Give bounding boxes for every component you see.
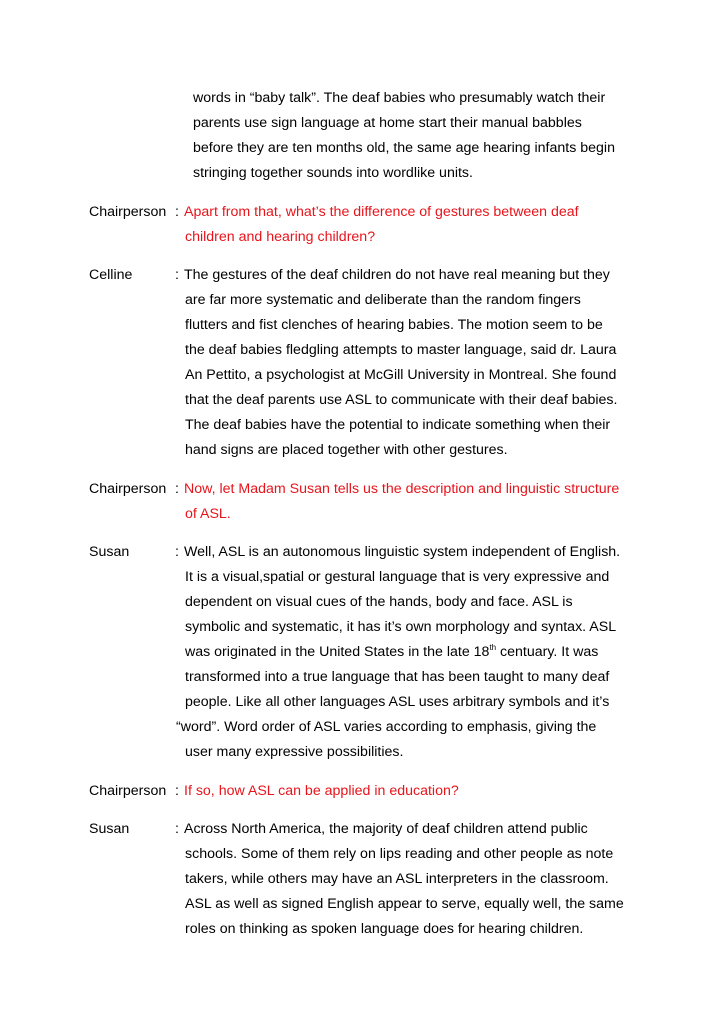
- chairperson-speech-line: Apart from that, what’s the difference of gestures between deaf: [184, 204, 579, 220]
- speech-line: Well, ASL is an autonomous linguistic system independent of English.: [184, 544, 621, 560]
- speaker-label: Chairperson: [89, 481, 167, 497]
- speech-line: The gestures of the deaf children do not have real meaning but they: [184, 267, 610, 283]
- speech-text: was originated in the United States in the late 18: [185, 644, 490, 660]
- colon: :: [175, 481, 179, 497]
- speech-line: It is a visual,spatial or gestural language that is very expressive and: [185, 569, 610, 585]
- chairperson-speech-line: Now, let Madam Susan tells us the description and linguistic structure: [184, 481, 620, 497]
- speech-line: user many expressive possibilities.: [185, 744, 404, 760]
- speech-line: the deaf babies fledgling attempts to master language, said dr. Laura: [185, 342, 617, 358]
- speech-line: “word”. Word order of ASL varies according to emphasis, giving the: [176, 719, 597, 735]
- colon: :: [175, 821, 179, 837]
- chairperson-speech-line: If so, how ASL can be applied in education?: [184, 783, 459, 799]
- superscript: th: [489, 643, 497, 652]
- colon: :: [175, 783, 179, 799]
- intro-line: parents use sign language at home start their manual babbles: [193, 115, 582, 131]
- chairperson-speech-line: of ASL.: [185, 506, 231, 522]
- speech-line: people. Like all other languages ASL uses arbitrary symbols and it’s: [185, 694, 610, 710]
- speech-line: An Pettito, a psychologist at McGill University in Montreal. She found: [185, 367, 617, 383]
- colon: :: [175, 544, 179, 560]
- speech-line: The deaf babies have the potential to indicate something when their: [185, 417, 611, 433]
- speech-text: centuary. It was: [496, 644, 599, 660]
- colon: :: [175, 267, 179, 283]
- speech-line: transformed into a true language that has been taught to many deaf: [185, 669, 610, 685]
- speech-line: Across North America, the majority of deaf children attend public: [184, 821, 588, 837]
- speech-line: are far more systematic and deliberate than the random fingers: [185, 292, 581, 308]
- speech-line: flutters and fist clenches of hearing babies. The motion seem to be: [185, 317, 603, 333]
- intro-line: words in “baby talk”. The deaf babies who presumably watch their: [193, 90, 606, 106]
- speech-line: [185, 643, 598, 661]
- speech-line: that the deaf parents use ASL to communicate with their deaf babies.: [185, 392, 618, 408]
- speaker-label: Susan: [89, 544, 130, 560]
- intro-line: stringing together sounds into wordlike units.: [193, 165, 473, 181]
- speaker-label: Susan: [89, 821, 130, 837]
- speaker-label: Chairperson: [89, 783, 167, 799]
- speaker-label: Chairperson: [89, 204, 167, 220]
- speech-line: symbolic and systematic, it has it’s own morphology and syntax. ASL: [185, 619, 617, 635]
- speech-line: schools. Some of them rely on lips reading and other people as note: [185, 846, 614, 862]
- colon: :: [175, 204, 179, 220]
- chairperson-speech-line: children and hearing children?: [185, 229, 376, 245]
- speech-line: roles on thinking as spoken language does for hearing children.: [185, 921, 584, 937]
- intro-line: before they are ten months old, the same age hearing infants begin: [193, 140, 615, 156]
- speech-line: takers, while others may have an ASL interpreters in the classroom.: [185, 871, 609, 887]
- speech-line: ASL as well as signed English appear to serve, equally well, the same: [185, 896, 624, 912]
- speaker-label: Celline: [89, 267, 133, 283]
- speech-line: hand signs are placed together with other gestures.: [185, 442, 508, 458]
- speech-line: dependent on visual cues of the hands, body and face. ASL is: [185, 594, 573, 610]
